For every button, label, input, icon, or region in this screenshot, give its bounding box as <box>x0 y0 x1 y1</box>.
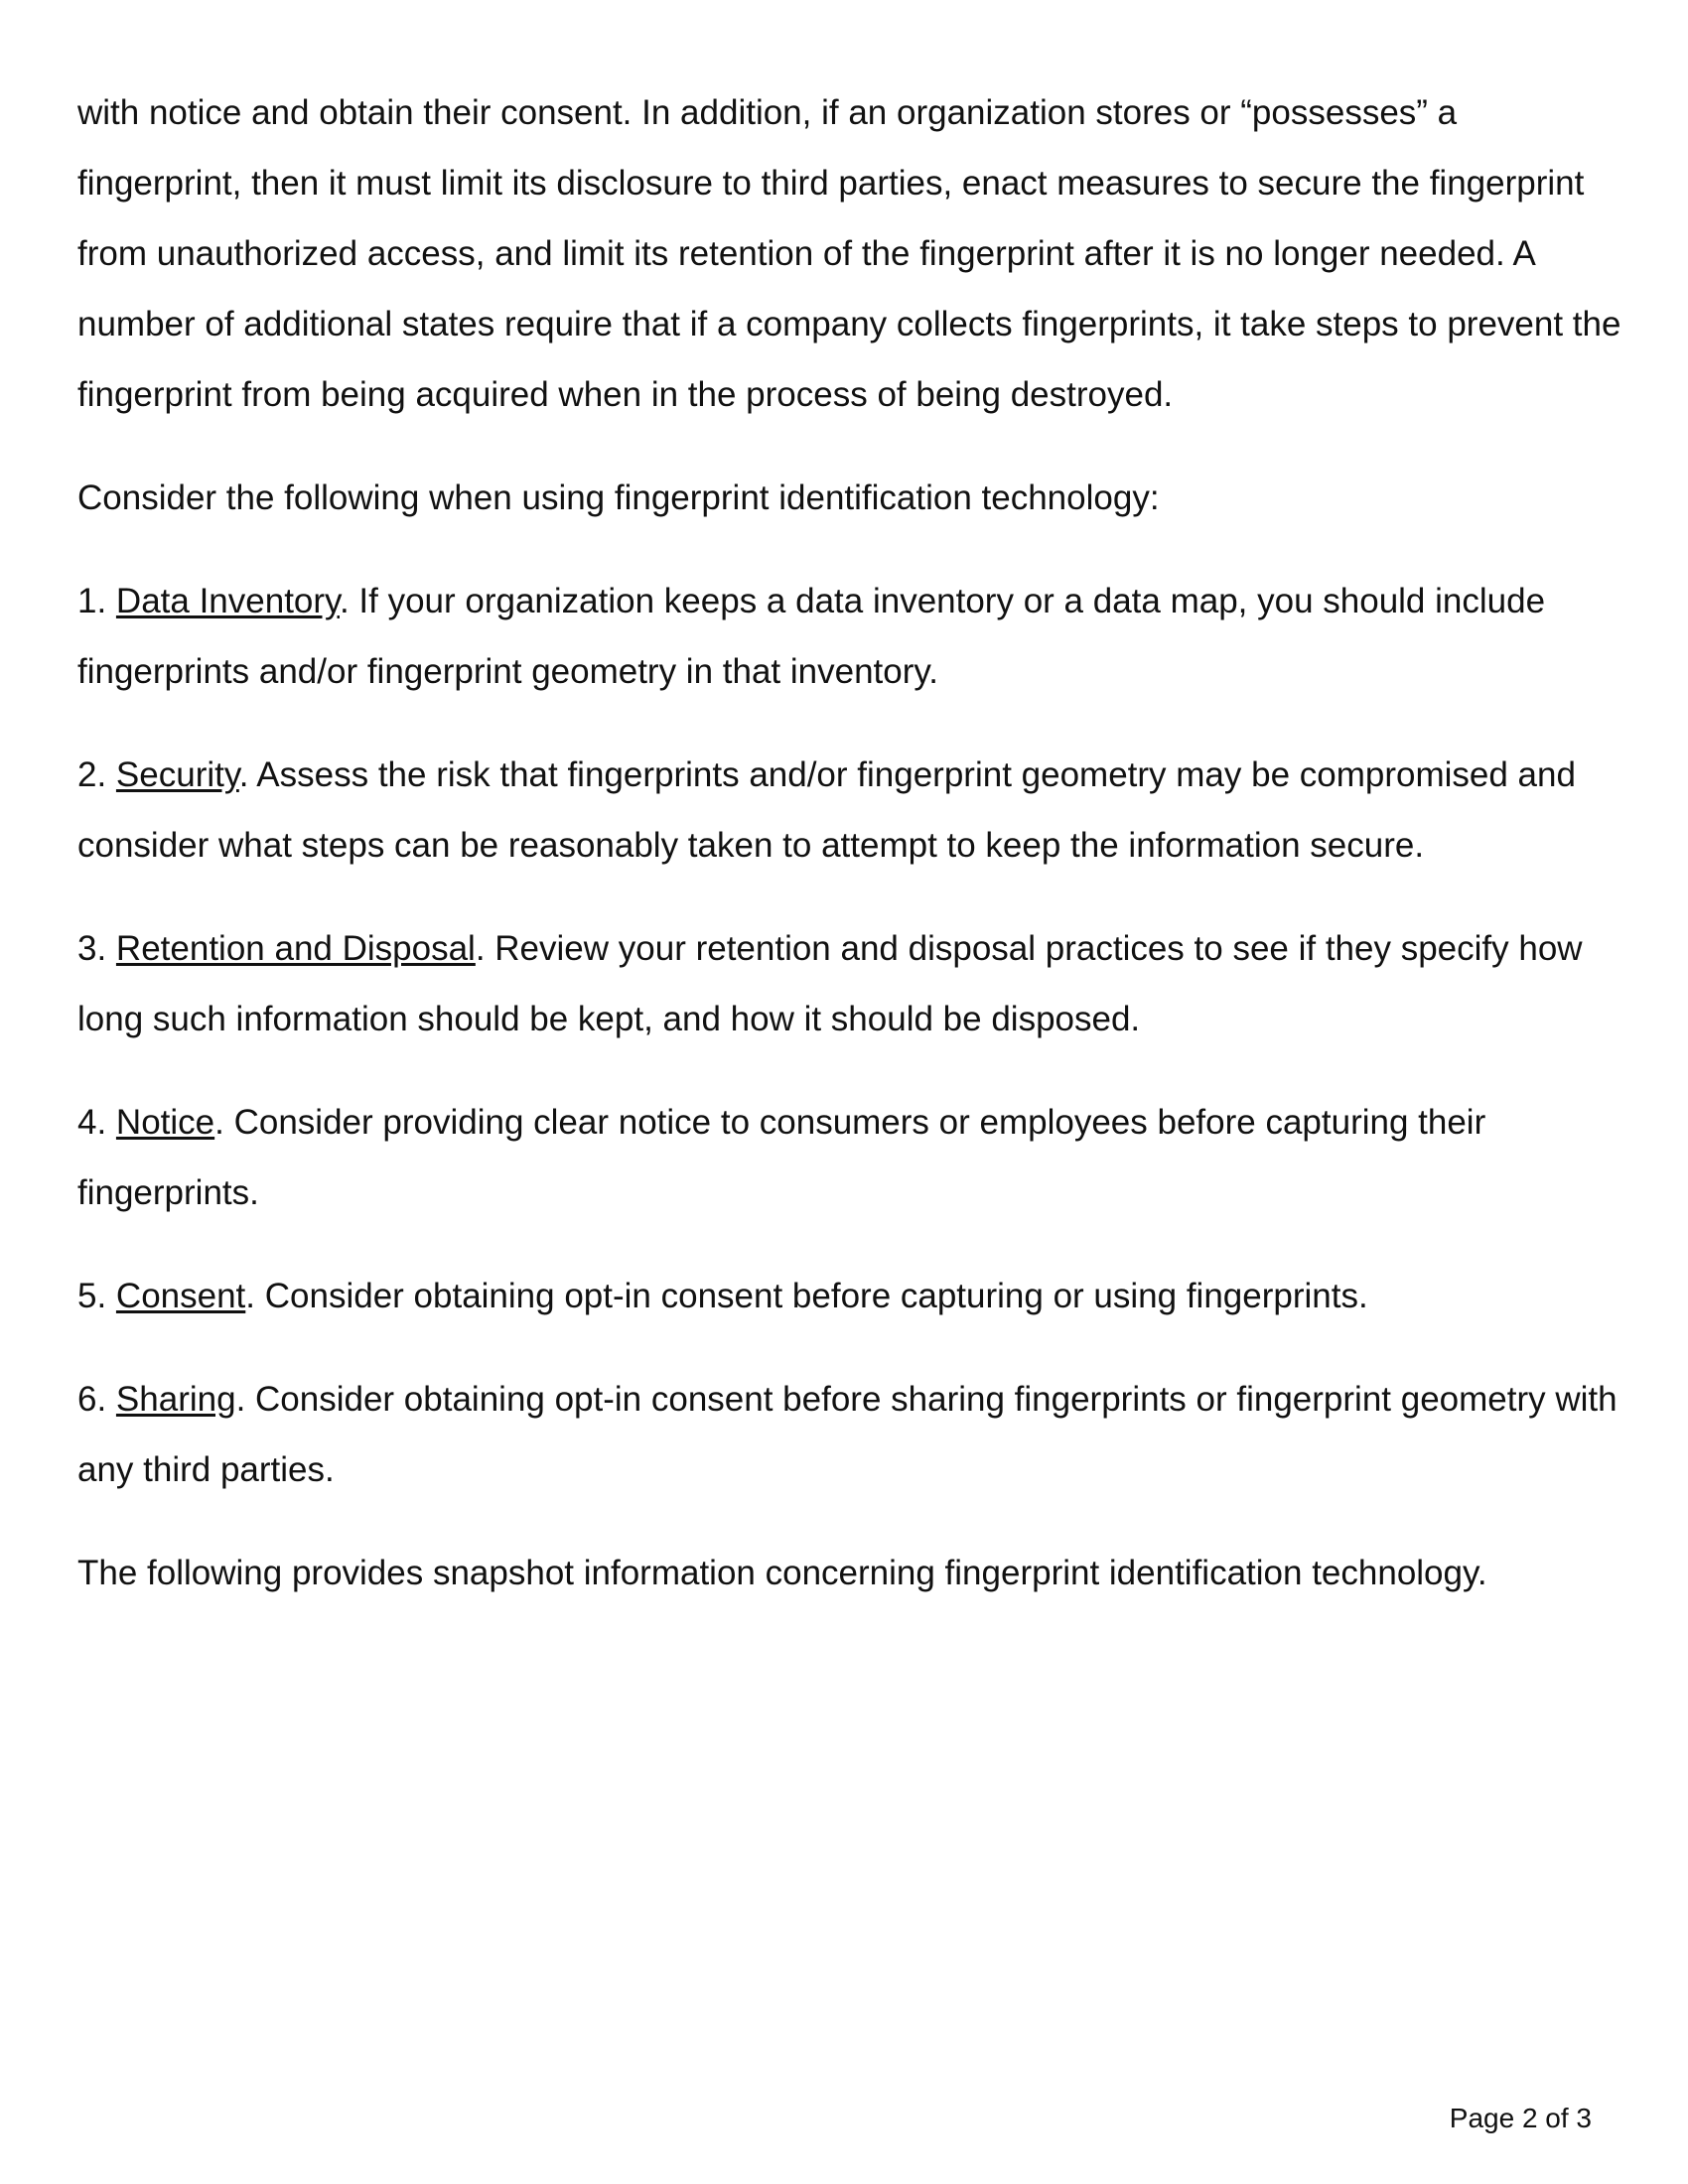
item-text: . Assess the risk that fingerprints and/or fingerprint geometry may be compromised and consider what steps can be reasonably taken to attempt to keep the information secure. <box>77 755 1576 865</box>
list-item-security <box>77 740 1626 881</box>
item-text: . Consider obtaining opt-in consent before sharing fingerprints or fingerprint geometry with any third parties. <box>77 1380 1618 1489</box>
item-title: Data Inventory <box>115 582 340 620</box>
item-text: . Consider providing clear notice to consumers or employees before capturing their fingerprints. <box>77 1103 1486 1212</box>
item-number: 6. <box>77 1380 116 1419</box>
item-number: 3. <box>77 929 116 968</box>
list-item-sharing <box>77 1364 1626 1505</box>
closing-paragraph: The following provides snapshot information concerning fingerprint identification technology. <box>77 1554 1487 1592</box>
item-number: 4. <box>77 1103 116 1142</box>
item-title: Sharing <box>115 1380 236 1419</box>
item-text: . Consider obtaining opt-in consent before capturing or using fingerprints. <box>245 1277 1368 1315</box>
document-page <box>77 77 1626 1608</box>
item-number: 1. <box>77 582 116 620</box>
list-item-consent <box>77 1261 1626 1331</box>
item-title: Security <box>115 755 239 794</box>
item-number: 5. <box>77 1277 116 1315</box>
item-number: 2. <box>77 755 116 794</box>
list-lead-paragraph: Consider the following when using fingerprint identification technology: <box>77 478 1160 517</box>
list-item-notice <box>77 1087 1626 1228</box>
item-title: Notice <box>115 1103 215 1142</box>
item-text: . If your organization keeps a data inventory or a data map, you should include fingerprints and/or fingerprint geometry in that inventory. <box>77 582 1546 691</box>
item-title: Retention and Disposal <box>115 929 476 968</box>
list-item-data-inventory <box>77 566 1626 707</box>
item-title: Consent <box>115 1277 246 1315</box>
intro-paragraph: with notice and obtain their consent. In addition, if an organization stores or “possesses” a fingerprint, then it must limit its disclosure to third parties, enact measures to secure the fingerprint from unauthorized access, and limit its retention of the fingerprint after it is no longer needed. A number of additional states require that if a company collects fingerprints, it take steps to prevent the fingerprint from being acquired when in the process of being destroyed. <box>77 93 1621 414</box>
list-item-retention-disposal <box>77 913 1626 1054</box>
item-text: . Review your retention and disposal practices to see if they specify how long such information should be kept, and how it should be disposed. <box>77 929 1583 1038</box>
page-number: Page 2 of 3 <box>1449 2103 1592 2133</box>
